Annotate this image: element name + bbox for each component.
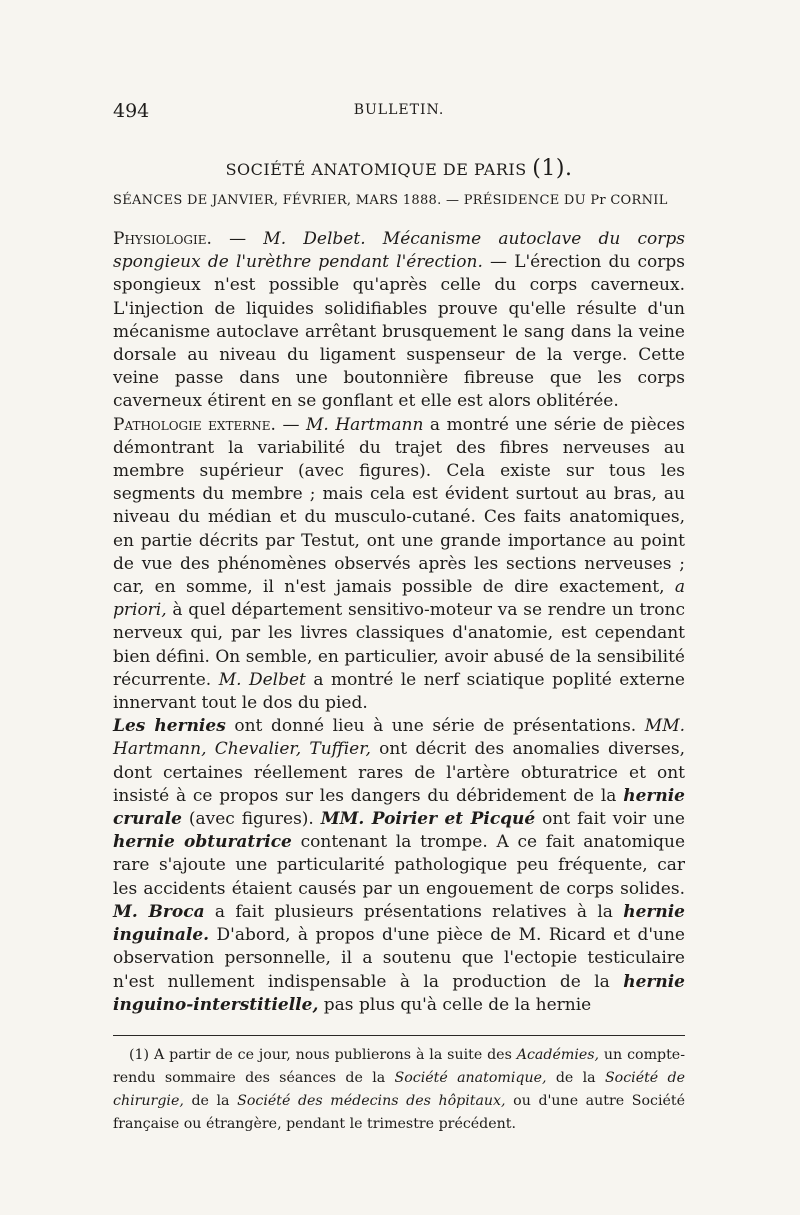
section-heading-pathologie: Pathologie externe. (113, 414, 276, 435)
society-title (113, 156, 685, 181)
author-delbet: M. Delbet. (263, 229, 366, 249)
authors-group-1: MM. Hartmann, Chevalier, Tuffier, (113, 716, 685, 760)
paragraph-text: ont donné lieu à une série de présentations. (225, 716, 645, 737)
paragraph-text: a fait plusieurs présentations relatives à la (204, 901, 624, 922)
footnote-text: de la (546, 1069, 605, 1086)
author-delbet-2: M. Delbet (218, 669, 306, 690)
paragraph-hernies (113, 715, 685, 1017)
communication-title: Mécanisme autoclave du corps spongieux de l'urèthre pendant l'érection. (113, 229, 685, 273)
author-hartmann: M. Hartmann (305, 414, 424, 435)
term-hernie-obturatrice: hernie obturatrice (113, 832, 292, 853)
hernies-lead: Les hernies (113, 716, 226, 737)
paragraph-text: — L'érection du corps spongieux n'est possible qu'après celle du corps caverneux. L'injection de liquides solidifiables prouve qu'elle résulte d'un mécanisme autoclave arrêtant brusquement le sang dans la veine dorsale au niveau du ligament suspenseur de la verge. Cette veine passe dans une boutonnière fibreuse que les corps caverneux étirent en se gonflant et elle est alors oblitérée. (113, 252, 685, 412)
section-heading-physiologie: Physiologie. (113, 229, 212, 249)
paragraph-text: contenant la trompe. A ce fait anatomique rare s'ajoute une particularité pathologique peu fréquente, car les accidents étaient causés par un engouement de corps solides. (113, 832, 686, 899)
body-text (113, 228, 685, 1017)
authors-group-2: MM. Poirier et Picqué (320, 809, 536, 830)
term-hernie-crurale: hernie crurale (113, 785, 685, 830)
footnote (113, 1044, 685, 1136)
dash: — (275, 414, 306, 435)
footnote-divider (113, 1035, 685, 1036)
paragraph-text: pas plus qu'à celle de la hernie (318, 994, 592, 1015)
society-title-text: SOCIÉTÉ ANATOMIQUE DE PARIS (225, 160, 527, 179)
term-hernie-inguino-interstitielle: hernie inguino-interstitielle, (113, 971, 685, 1015)
footnote-text: ou d'une autre Société française ou étrangère, pendant le trimestre précédent. (113, 1092, 685, 1132)
a-priori: a priori, (113, 577, 685, 621)
page (113, 100, 685, 1136)
paragraph-text: ont décrit des anomalies diverses, dont certaines réellement rares de l'artère obturatrice et ont insisté à ce propos sur les dangers du débridement de la (113, 739, 685, 806)
footnote-academies: Académies, (516, 1046, 600, 1063)
paragraph-text: D'abord, à propos d'une pièce de M. Ricard et d'une observation personnelle, il a soutenu que l'ectopie testiculaire n'est nullement indispensable à la production de la (113, 925, 685, 992)
author-broca: M. Broca (113, 901, 205, 922)
paragraph-text: à quel département sensitivo-moteur va se rendre un tronc nerveux qui, par les livres classiques d'anatomie, est cependant bien défini. On semble, en particulier, avoir abusé de la sensibilité récurrente. (113, 600, 685, 690)
footnote-soc-anat: Société anatomique, (394, 1069, 547, 1086)
footnote-text: de la (183, 1092, 238, 1109)
paragraph-text: a montré une série de pièces démontrant la variabilité du trajet des fibres nerveuses au membre supérieur (avec figures). Cela existe sur tous les segments du membre ; mais cela est évident surtout au bras, au niveau du médian et du musculo-cutané. Ces faits anatomiques, en partie décrits par Testut, ont une grande importance au point de vue des phénomènes observés après les sections nerveuses ; car, en somme, il n'est jamais possible de dire exactement, (113, 414, 685, 598)
term-hernie-inguinale: hernie inguinale. (113, 901, 686, 946)
footnote-text: un compte-rendu sommaire des séances de la (113, 1046, 685, 1086)
footnote-ref: (1). (532, 156, 573, 181)
sessions-line: SÉANCES DE JANVIER, FÉVRIER, MARS 1888. — PRÉSIDENCE DU Pr CORNIL (113, 193, 668, 208)
running-head (113, 100, 685, 130)
footnote-text: A partir de ce jour, nous publierons à la suite des (149, 1046, 517, 1063)
paragraph-text: (avec figures). (181, 809, 321, 830)
footnote-soc-med: Société des médecins des hôpitaux, (237, 1092, 506, 1109)
paragraph-text: ont fait voir une (535, 809, 685, 830)
footnote-soc-chir: Société de chirurgie, (113, 1069, 685, 1109)
paragraph-text: a montré le nerf sciatique poplité externe innervant tout le dos du pied. (113, 669, 685, 714)
paragraph-pathologie (113, 414, 685, 716)
running-title: BULLETIN. (353, 102, 445, 118)
dash: — (211, 229, 264, 249)
page-number: 494 (113, 100, 150, 122)
paragraph-physiologie (113, 228, 685, 414)
footnote-marker: (1) (129, 1046, 150, 1063)
